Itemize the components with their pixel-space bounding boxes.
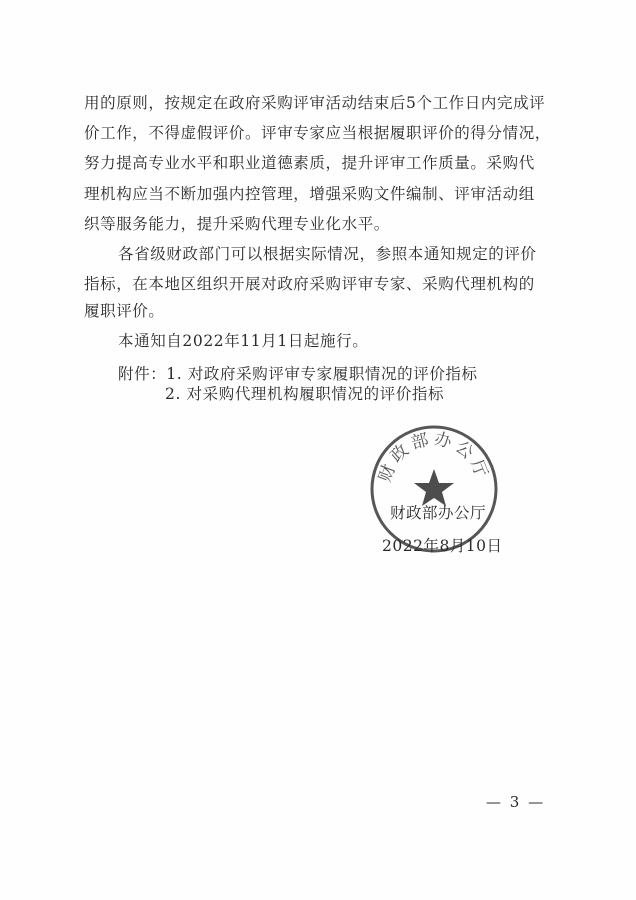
body-line-6: 各省级财政部门可以根据实际情况，参照本通知规定的评价	[118, 245, 537, 263]
page-number: — 3 —	[486, 793, 546, 811]
body-line-8: 履职评价。	[84, 302, 165, 320]
body-line-7: 指标，在本地区组织开展对政府采购评审专家、采购代理机构的	[84, 275, 535, 293]
body-line-9: 本通知自2022年11月1日起施行。	[118, 332, 369, 350]
issue-date: 2022年8月10日	[382, 537, 503, 555]
body-line-5: 织等服务能力，提升采购代理专业化水平。	[84, 215, 390, 233]
issuer-name: 财政部办公厅	[390, 504, 487, 522]
body-line-2: 价工作，不得虚假评价。评审专家应当根据履职评价的得分情况，	[84, 124, 551, 142]
seal-text: 财政部办公厅	[375, 429, 493, 485]
body-line-3: 努力提高专业水平和职业道德素质，提升评审工作质量。采购代	[84, 154, 535, 172]
attachment-item-2: 2. 对采购代理机构履职情况的评价指标	[165, 385, 445, 403]
star-icon	[414, 469, 454, 506]
body-line-4: 理机构应当不断加强内控管理，增强采购文件编制、评审活动组	[84, 185, 535, 203]
body-line-1: 用的原则，按规定在政府采购评审活动结束后5个工作日内完成评	[84, 94, 546, 112]
attachment-item-1: 附件：1. 对政府采购评审专家履职情况的评价指标	[118, 365, 478, 383]
